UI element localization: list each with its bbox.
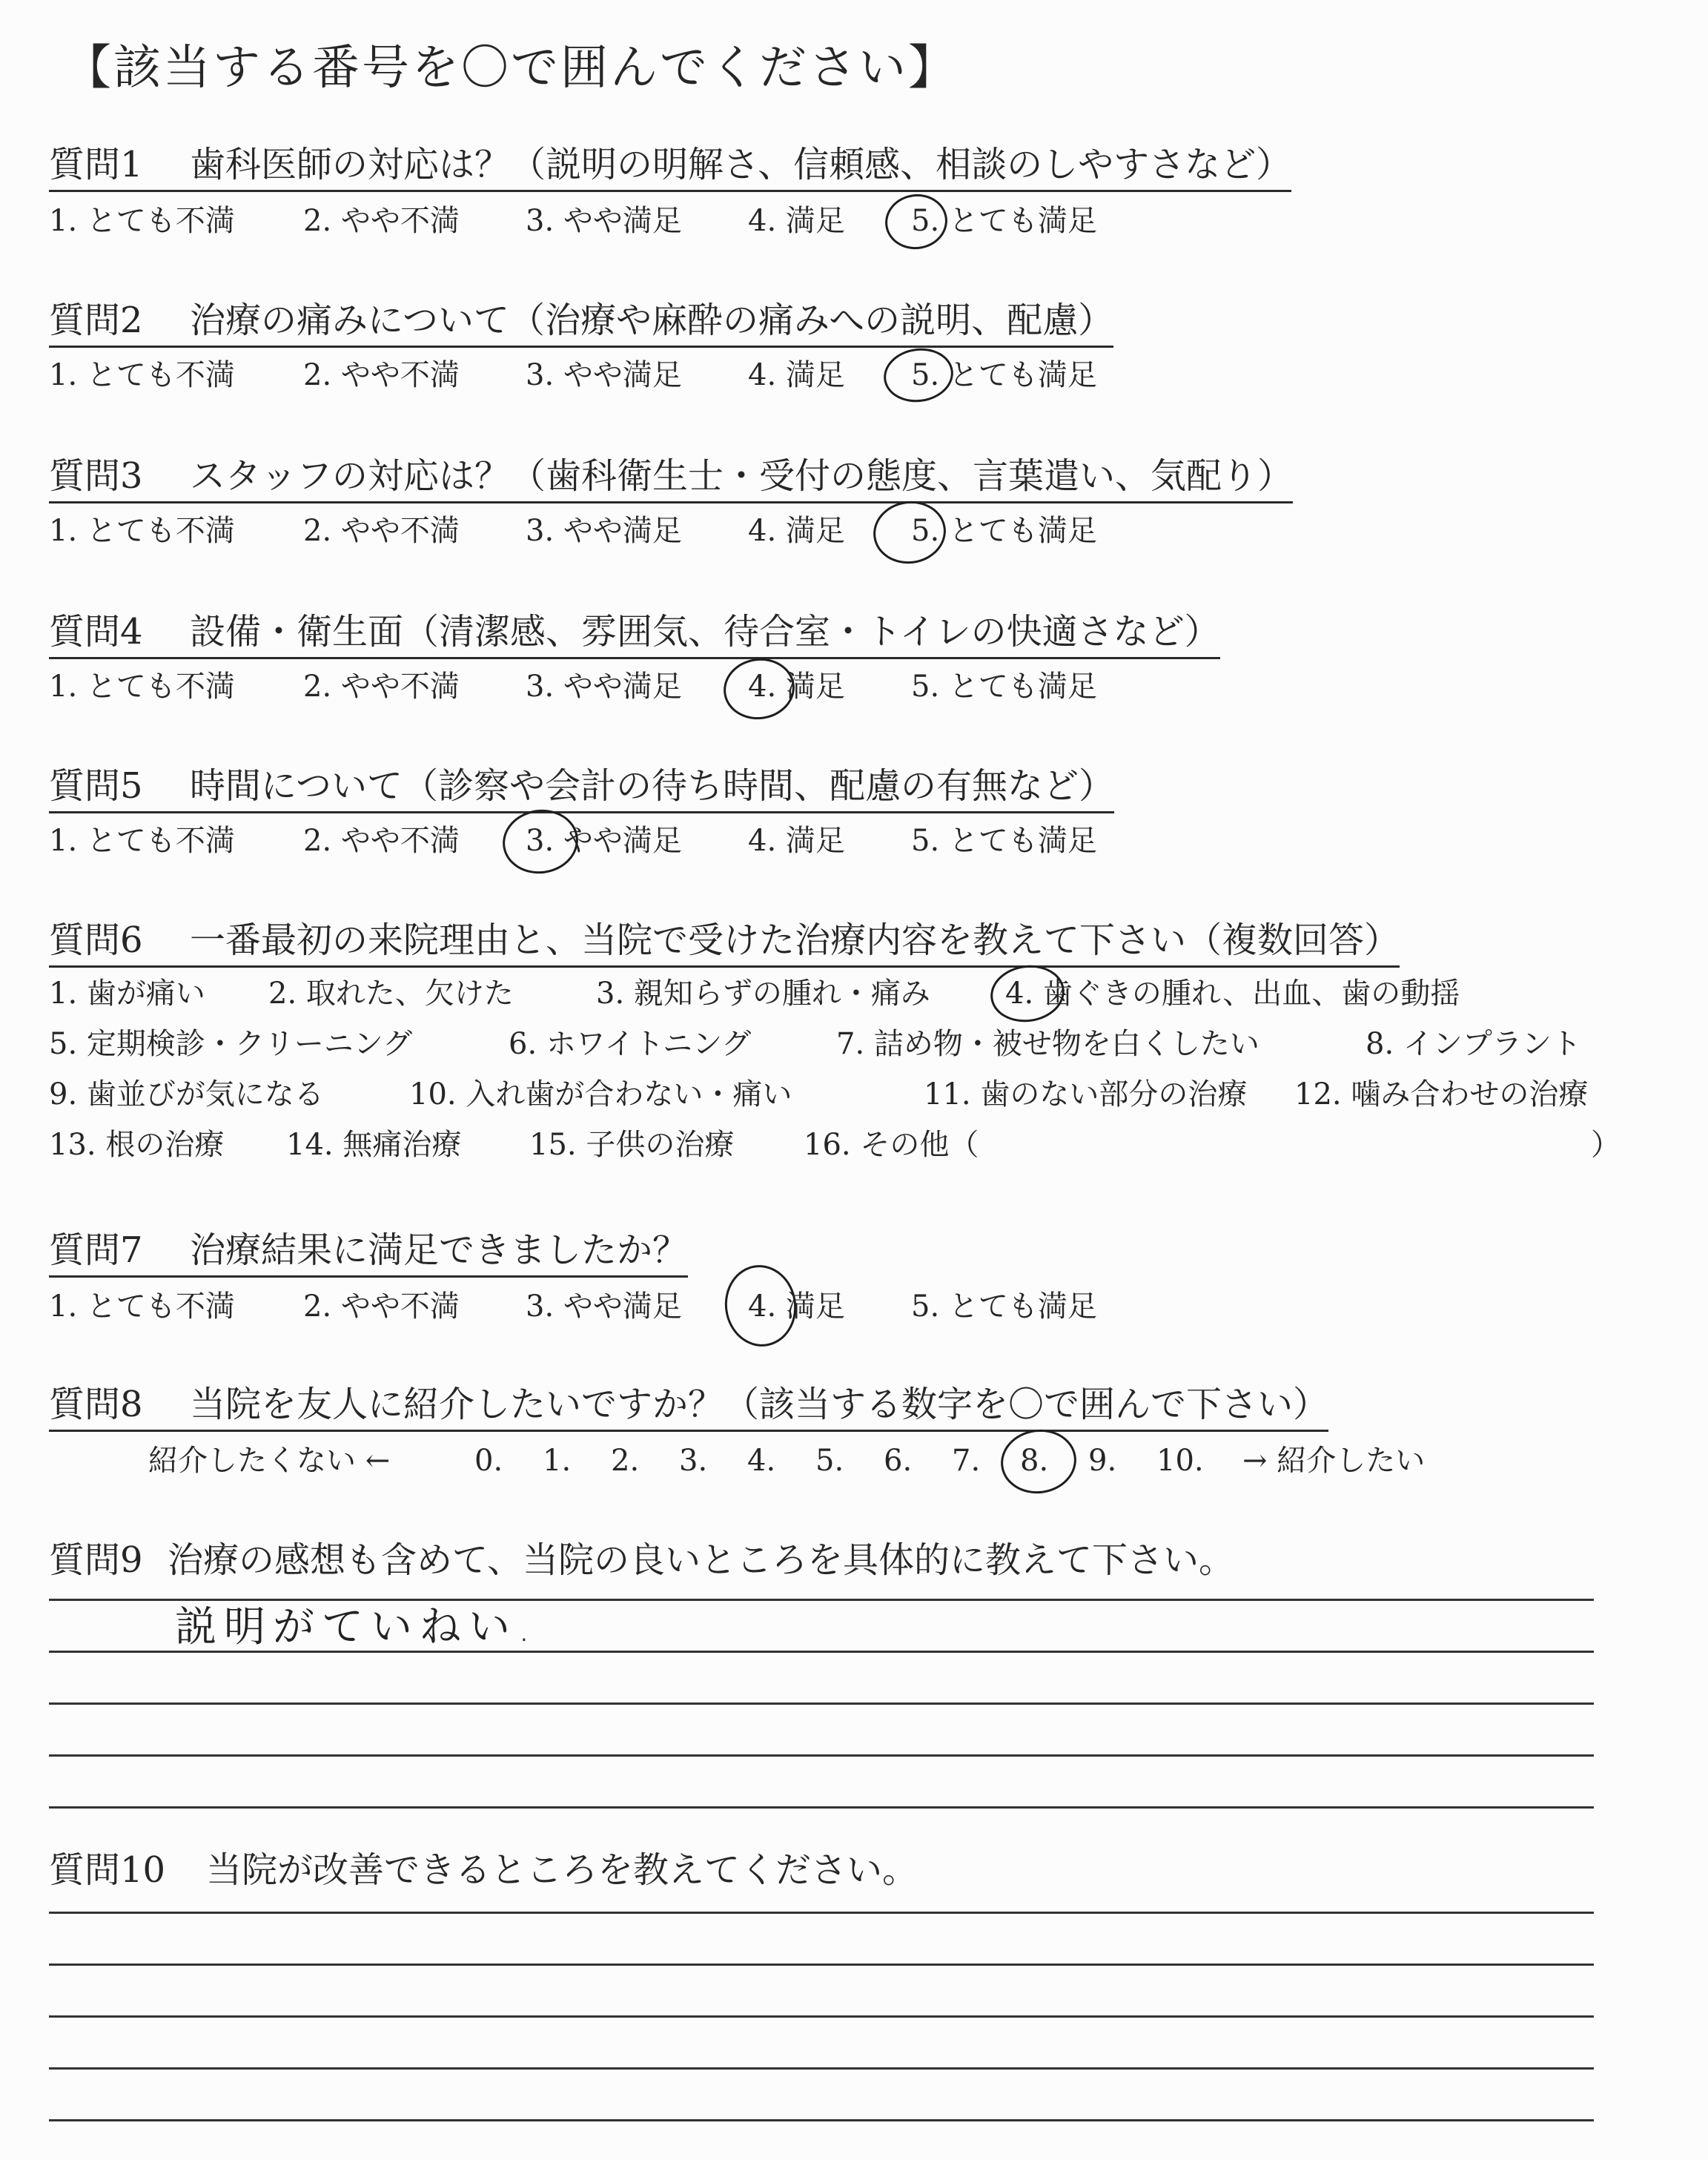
q6-option-2[interactable]: 2. 取れた、欠けた	[268, 977, 514, 1011]
q8-text: 当院を友人に紹介したいですか？（該当する数字を〇で囲んで下さい）	[190, 1384, 1329, 1425]
q1-option-1[interactable]: 1. とても不満	[49, 204, 235, 238]
q9-text: 治療の感想も含めて、当院の良いところを具体的に教えて下さい。	[168, 1539, 1235, 1581]
q5-option-5[interactable]: 5. とても満足	[911, 824, 1097, 858]
q1-text: 歯科医師の対応は？（説明の明解さ、信頼感、相談のしやすさなど）	[190, 144, 1292, 185]
q9-handwritten-answer: 説明がていねい.	[175, 1603, 538, 1651]
q10-answer-line	[49, 2119, 1594, 2121]
q7-option-3[interactable]: 3. やや満足	[526, 1289, 682, 1324]
q9-answer-line	[49, 1702, 1594, 1705]
q4-option-2[interactable]: 2. やや不満	[303, 670, 460, 704]
q10-answer-line	[49, 2067, 1594, 2070]
q3-option-3[interactable]: 3. やや満足	[526, 514, 682, 548]
q4-option-3[interactable]: 3. やや満足	[526, 670, 682, 704]
q8-left-label: 紹介したくない ←	[148, 1444, 391, 1478]
q5-option-3[interactable]: 3. やや満足	[526, 824, 682, 858]
q5-option-1[interactable]: 1. とても不満	[49, 824, 235, 858]
q8-scale	[0, 1440, 1708, 1484]
q2-option-4[interactable]: 4. 満足	[748, 358, 845, 392]
q6-selected-circle	[987, 960, 1068, 1026]
q2-selected-circle	[880, 344, 956, 406]
q10-title	[49, 1846, 918, 1895]
q3-option-5[interactable]: 5. とても満足	[911, 514, 1097, 548]
q2-option-5[interactable]: 5. とても満足	[911, 358, 1097, 392]
q9-title	[49, 1536, 1234, 1585]
q8-right-label: → 紹介したい	[1242, 1444, 1426, 1478]
q6-option-10[interactable]: 10. 入れ歯が合わない・痛い	[409, 1077, 792, 1112]
q9-number: 質問9	[49, 1539, 143, 1581]
q7-option-2[interactable]: 2. やや不満	[303, 1289, 460, 1324]
q6-option-15[interactable]: 15. 子供の治療	[529, 1128, 735, 1162]
q8-number-6[interactable]: 6.	[884, 1444, 913, 1478]
q2-option-3[interactable]: 3. やや満足	[526, 358, 682, 392]
q7-option-5[interactable]: 5. とても満足	[911, 1289, 1097, 1324]
q8-number-7[interactable]: 7.	[952, 1444, 981, 1478]
q8-number-10[interactable]: 10.	[1156, 1444, 1204, 1478]
q7-text: 治療結果に満足できましたか？	[190, 1229, 689, 1271]
q2-option-1[interactable]: 1. とても不満	[49, 358, 235, 392]
q9-answer-line	[49, 1599, 1594, 1601]
q8-number-9[interactable]: 9.	[1088, 1444, 1117, 1478]
q7-number: 質問7	[49, 1229, 143, 1271]
q4-selected-circle	[720, 654, 798, 724]
q8-number: 質問8	[49, 1384, 143, 1425]
q6-option-8[interactable]: 8. インプラント	[1366, 1027, 1581, 1061]
q10-answer-line	[49, 1912, 1594, 1914]
q9-answer-line	[49, 1754, 1594, 1757]
q6-option-3[interactable]: 3. 親知らずの腫れ・痛み	[596, 977, 930, 1011]
q9-answer-line	[49, 1651, 1594, 1653]
q8-number-1[interactable]: 1.	[543, 1444, 572, 1478]
q6-text: 一番最初の来院理由と、当院で受けた治療内容を教えて下さい（複数回答）	[190, 919, 1400, 961]
q1-option-3[interactable]: 3. やや満足	[526, 204, 682, 238]
q1-number: 質問1	[49, 144, 143, 185]
q5-option-2[interactable]: 2. やや不満	[303, 824, 460, 858]
q6-option-1[interactable]: 1. 歯が痛い	[49, 977, 205, 1011]
q8-number-3[interactable]: 3.	[679, 1444, 708, 1478]
q4-option-5[interactable]: 5. とても満足	[911, 670, 1097, 704]
q8-selected-circle	[997, 1424, 1081, 1498]
q8-number-0[interactable]: 0.	[474, 1444, 503, 1478]
q6-option-12[interactable]: 12. 噛み合わせの治療	[1294, 1077, 1589, 1112]
q10-answer-line	[49, 2015, 1594, 2018]
q3-selected-circle	[870, 497, 950, 569]
q3-option-4[interactable]: 4. 満足	[748, 514, 845, 548]
q6-option-9[interactable]: 9. 歯並びが気になる	[49, 1077, 324, 1112]
q1-option-2[interactable]: 2. やや不満	[303, 204, 460, 238]
q6-option-16[interactable]: 16. その他（	[804, 1128, 979, 1162]
q7-option-4[interactable]: 4. 満足	[748, 1289, 845, 1324]
q3-number: 質問3	[49, 455, 143, 497]
q6-option-7[interactable]: 7. 詰め物・被せ物を白くしたい	[836, 1027, 1260, 1061]
q5-option-4[interactable]: 4. 満足	[748, 824, 845, 858]
q7-option-1[interactable]: 1. とても不満	[49, 1289, 235, 1324]
q6-option-14[interactable]: 14. 無痛治療	[286, 1128, 462, 1162]
q4-option-1[interactable]: 1. とても不満	[49, 670, 235, 704]
q8-number-2[interactable]: 2.	[611, 1444, 640, 1478]
q5-selected-circle	[499, 805, 583, 878]
q8-number-4[interactable]: 4.	[747, 1444, 776, 1478]
q1-option-4[interactable]: 4. 満足	[748, 204, 845, 238]
q6-title	[49, 916, 1400, 968]
q1-title	[49, 141, 1291, 192]
q8-number-5[interactable]: 5.	[815, 1444, 844, 1478]
q6-other-close-paren: ）	[1591, 1128, 1621, 1162]
q3-title	[49, 452, 1293, 503]
q4-number: 質問4	[49, 611, 143, 653]
q4-title	[49, 608, 1220, 659]
q2-option-2[interactable]: 2. やや不満	[303, 358, 460, 392]
q2-title	[49, 297, 1113, 348]
q3-option-1[interactable]: 1. とても不満	[49, 514, 235, 548]
page-heading: 【該当する番号を〇で囲んでください】	[64, 41, 958, 96]
q1-option-5[interactable]: 5. とても満足	[911, 204, 1097, 238]
q5-number: 質問5	[49, 765, 143, 807]
q6-option-13[interactable]: 13. 根の治療	[49, 1128, 225, 1162]
q4-option-4[interactable]: 4. 満足	[748, 670, 845, 704]
q8-title	[49, 1381, 1328, 1432]
q7-title	[49, 1226, 688, 1278]
q5-text: 時間について（診察や会計の待ち時間、配慮の有無など）	[190, 765, 1115, 807]
q2-text: 治療の痛みについて（治療や麻酔の痛みへの説明、配慮）	[190, 300, 1114, 341]
q6-option-11[interactable]: 11. 歯のない部分の治療	[924, 1077, 1248, 1112]
q9-answer-line	[49, 1806, 1594, 1809]
q6-option-5[interactable]: 5. 定期検診・クリーニング	[49, 1027, 413, 1061]
q10-answer-line	[49, 1964, 1594, 1966]
q6-option-6[interactable]: 6. ホワイトニング	[509, 1027, 752, 1061]
q8-number-8[interactable]: 8.	[1020, 1444, 1049, 1478]
q2-number: 質問2	[49, 300, 143, 341]
q10-text: 当院が改善できるところを教えてください。	[206, 1849, 918, 1891]
q3-option-2[interactable]: 2. やや不満	[303, 514, 460, 548]
q3-text: スタッフの対応は？（歯科衛生士・受付の態度、言葉遣い、気配り）	[190, 455, 1294, 497]
q6-option-4[interactable]: 4. 歯ぐきの腫れ、出血、歯の動揺	[1005, 977, 1460, 1011]
q5-title	[49, 762, 1114, 813]
q10-number: 質問10	[49, 1849, 166, 1891]
q6-number: 質問6	[49, 919, 143, 961]
q7-selected-circle	[720, 1261, 801, 1351]
q4-text: 設備・衛生面（清潔感、雰囲気、待合室・トイレの快適さなど）	[190, 611, 1220, 653]
